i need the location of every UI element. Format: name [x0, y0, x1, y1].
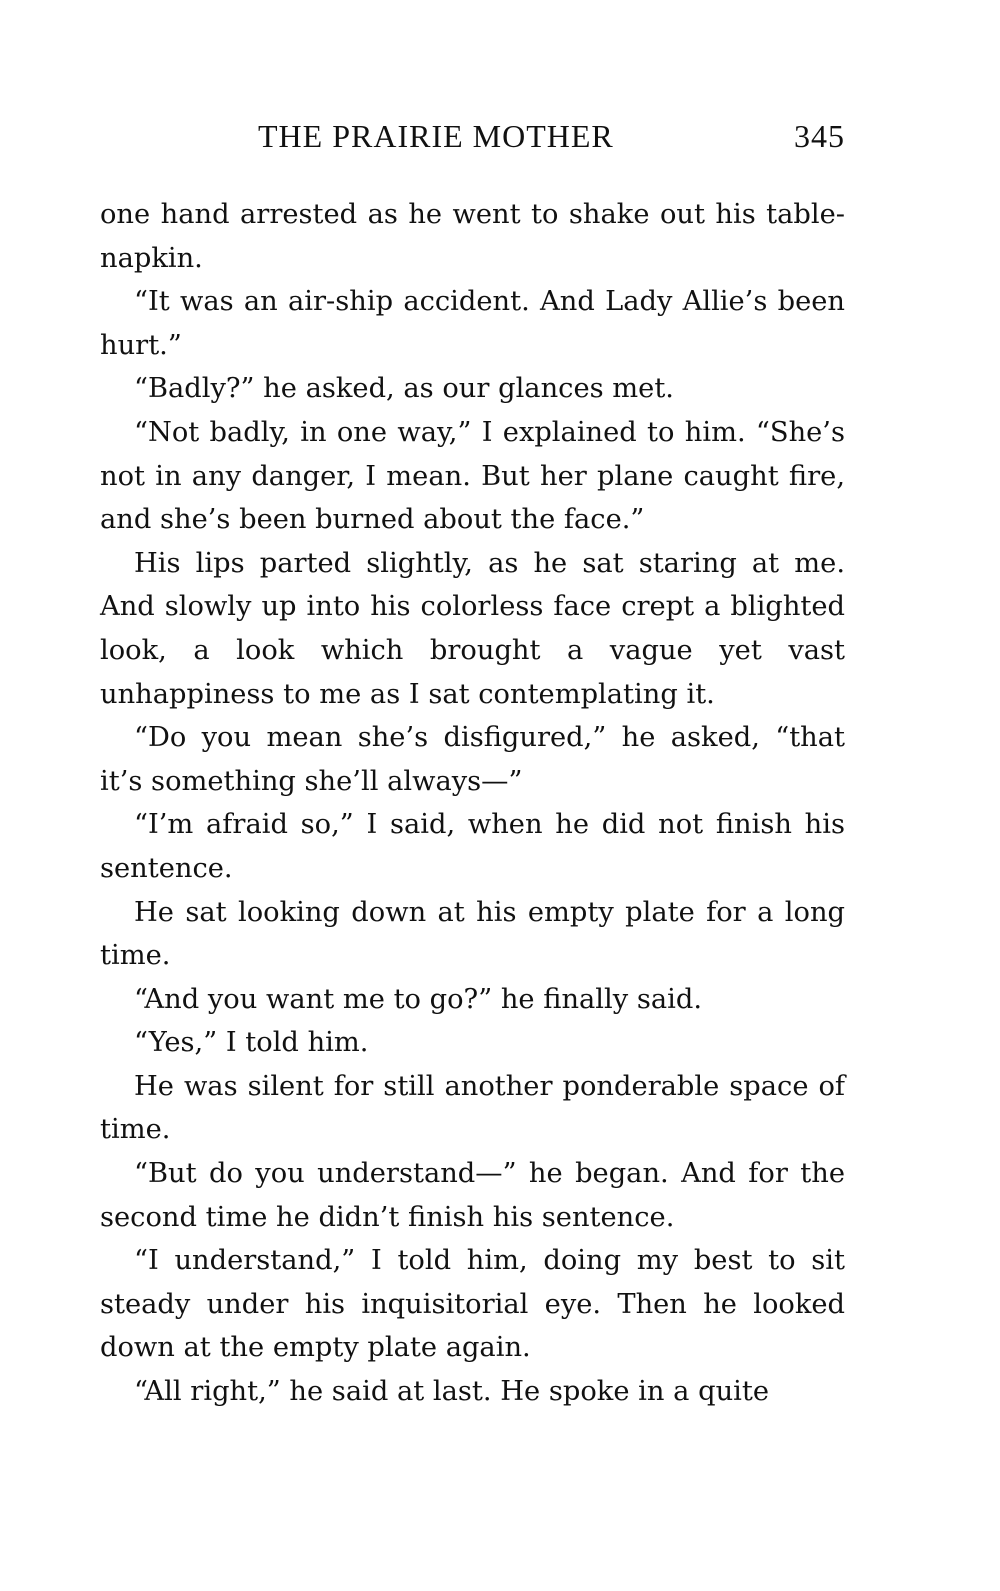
paragraph: “Not badly, in one way,” I explained to him. “She’s not in any danger, I mean. But her plane caught fire, and she’s been burned about the face.”: [100, 416, 845, 536]
page-number: 345: [794, 118, 845, 154]
paragraph: “Badly?” he asked, as our glances met.: [134, 373, 674, 405]
paragraph: He sat looking down at his empty plate for a long time.: [100, 896, 845, 972]
running-header: [100, 118, 845, 162]
running-title: THE PRAIRIE MOTHER: [258, 118, 614, 154]
paragraph: “Do you mean she’s disfigured,” he asked, “that it’s something she’ll always—”: [100, 722, 845, 797]
paragraph: “And you want me to go?” he finally said.: [134, 983, 703, 1015]
paragraph: His lips parted slightly, as he sat staring at me. And slowly up into his colorless face crept a blighted look, a look which brought a vague yet vast unhappiness to me as I sat contemplating it.: [100, 547, 845, 710]
paragraph: “Yes,” I told him.: [134, 1027, 369, 1059]
paragraph: one hand arrested as he went to shake out his table-napkin.: [100, 199, 845, 274]
body-text: [100, 193, 845, 1414]
paragraph: He was silent for still another ponderable space of time.: [100, 1070, 845, 1146]
paragraph: “All right,” he said at last. He spoke in a quite: [134, 1376, 769, 1408]
paragraph: “I’m afraid so,” I said, when he did not finish his sentence.: [100, 809, 845, 884]
paragraph: “But do you understand—” he began. And for the second time he didn’t finish his sentence.: [100, 1158, 845, 1233]
paragraph: “It was an air-ship accident. And Lady Allie’s been hurt.”: [100, 286, 845, 361]
paragraph: “I understand,” I told him, doing my best to sit steady under his inquisitorial eye. Then he looked down at the empty plate again.: [100, 1245, 845, 1364]
